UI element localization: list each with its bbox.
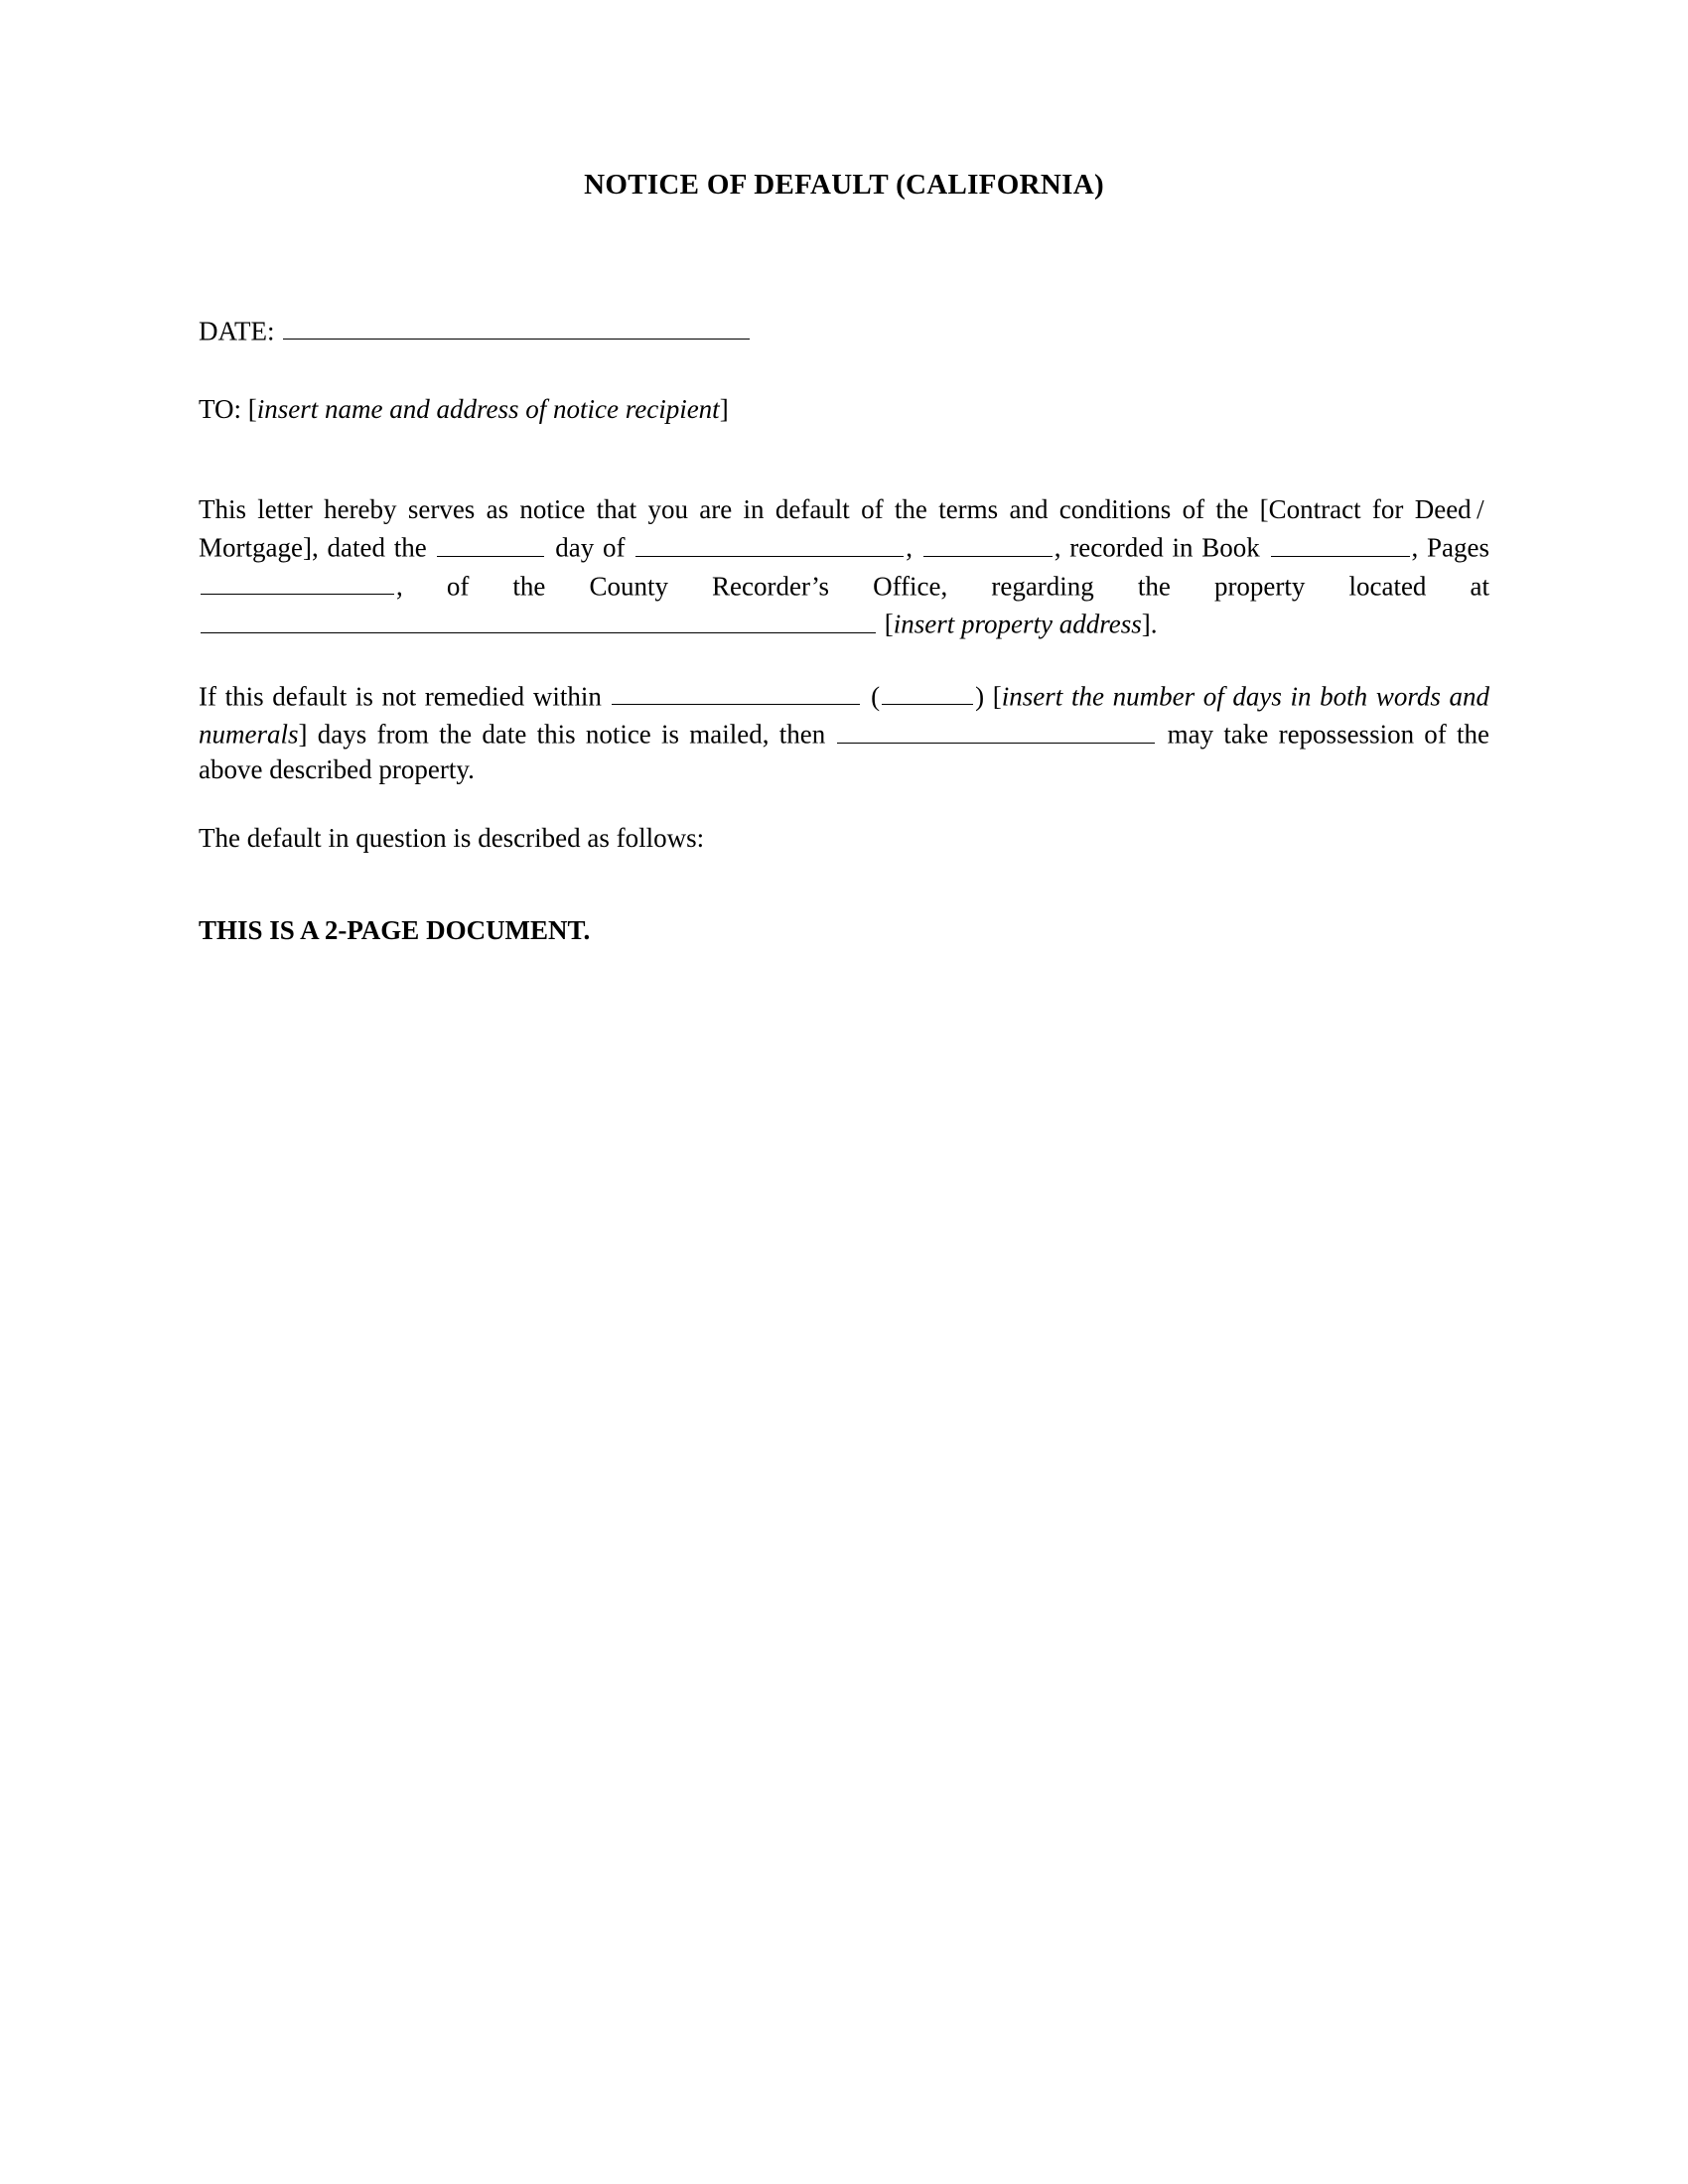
month-blank-field[interactable] — [635, 527, 904, 556]
pages-blank-field[interactable] — [201, 566, 394, 595]
default-notice-paragraph — [199, 492, 1489, 641]
date-label: DATE: — [199, 316, 275, 346]
party-name-blank-field[interactable] — [837, 714, 1155, 743]
day-blank-field[interactable] — [437, 527, 544, 556]
date-blank-field[interactable] — [283, 311, 750, 340]
year-blank-field[interactable] — [923, 527, 1053, 556]
to-label: TO: — [199, 394, 242, 425]
days-placeholder-note: insert the number of days in both words and numerals — [199, 681, 1490, 750]
para1-seg3: , — [906, 532, 913, 563]
para1-seg6: , of the County Recorder’s Office, regarding the property located at — [396, 571, 1489, 602]
days-words-blank-field[interactable] — [612, 676, 860, 705]
page-count-notice: THIS IS A 2-PAGE DOCUMENT. — [199, 914, 591, 945]
property-address-placeholder: insert property address — [893, 609, 1142, 639]
recipient-line — [199, 394, 1489, 425]
para1-seg1: This letter hereby serves as notice that you are in default of the terms and conditions of the [Contract for Deed / Mortgage], dated the — [199, 494, 1489, 563]
default-description-lead: The default in question is described as follows: — [199, 822, 705, 853]
para2-seg2: days from the date this notice is mailed, then — [317, 719, 826, 750]
para1-seg5: , Pages — [1411, 532, 1490, 563]
page-title: NOTICE OF DEFAULT (CALIFORNIA) — [584, 169, 1104, 201]
to-bracket-open: [ — [247, 394, 257, 425]
days-numerals-blank-field[interactable] — [882, 676, 973, 705]
para1-bracket-open: [ — [884, 609, 894, 639]
para2-paren-close: ) — [975, 681, 985, 712]
to-bracket-close: ] — [719, 394, 729, 425]
to-placeholder: insert name and address of notice recipient — [256, 394, 720, 425]
property-address-blank-field[interactable] — [201, 604, 876, 632]
title-spacer — [199, 202, 1489, 311]
para1-seg2: day of — [555, 532, 626, 563]
para2-seg1: If this default is not remedied within — [199, 681, 602, 712]
para2-bracket-close: ] — [298, 719, 308, 750]
para2-paren-open: ( — [871, 681, 881, 712]
para2-seg3: may take repossession of the above described property. — [199, 719, 1490, 784]
book-blank-field[interactable] — [1271, 527, 1410, 556]
date-line — [199, 311, 1489, 346]
remedy-period-paragraph — [199, 676, 1489, 787]
para2-bracket-open: [ — [992, 681, 1002, 712]
document-body — [199, 169, 1489, 946]
para1-bracket-close: ]. — [1141, 609, 1158, 639]
para1-seg4: , recorded in Book — [1054, 532, 1260, 563]
